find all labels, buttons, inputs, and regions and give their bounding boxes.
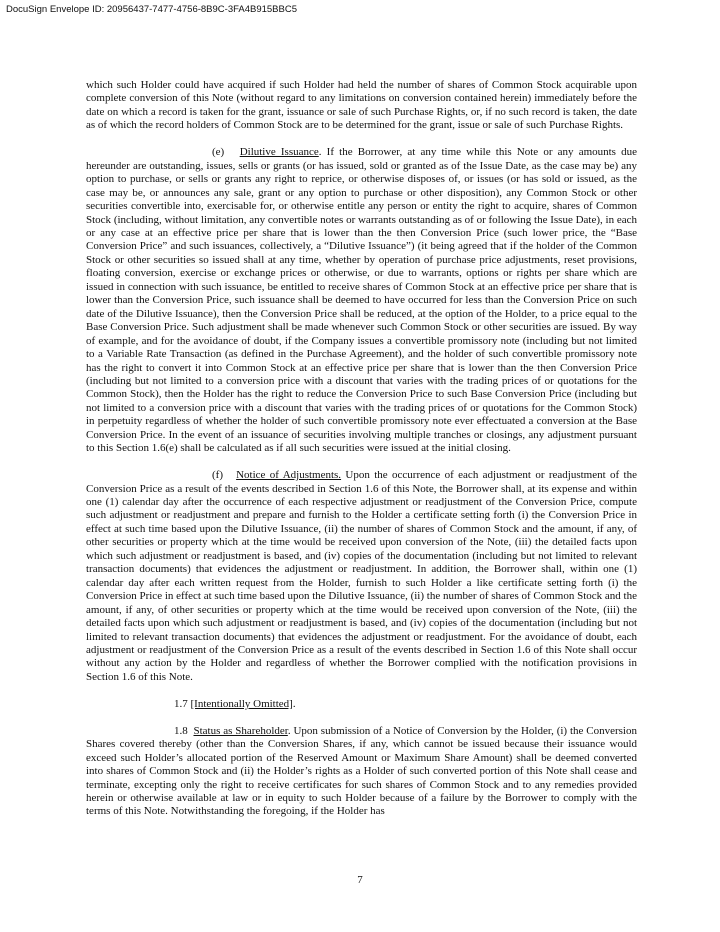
section-label-f: (f) — [212, 469, 223, 482]
section-title-status-as-shareholder: Status as Shareholder — [193, 724, 288, 737]
section-number-1-7: 1.7 — [174, 697, 188, 710]
dilutive-issuance-text: . If the Borrower, at any time while this Note or any amounts due hereunder are outstanding, issues, sells or grants (or has issued, sold or granted as of the Issue Date, as the case may be) any option to purchase, or sells or grants any right to reprice, or otherwise disposes of, or issues (or has sold or issued, as the case may be, or announces any sale, grant or any option to purchase or other disposition), any Common Stock or other securities convertible into, exercisable for, or otherwise entitle any person or entity the right to acquire, shares of Common Stock (including, without limitation, any convertible notes or warrants outstanding as of or following the Issue Date), in each or any case at an effective price per share that is lower than the then Conversion Price (such lower price, the “Base Conversion Price” and such issuances, collectively, a “Dilutive Issuance”) (it being agreed that if the holder of the Common Stock or other securities so issued shall at any time, whether by operation of purchase price adjustments, reset provisions, floating conversion, exercise or exchange prices or otherwise, or due to warrants, options or rights per share which are issued in connection with such issuance, be entitled to receive shares of Common Stock at an effective price per share that is lower than the Conversion Price, such issuance shall be deemed to have occurred for less than the Conversion Price on such date of the Dilutive Issuance), then the Conversion Price shall be reduced, at the option of the Holder, to a price equal to the Base Conversion Price. Such adjustment shall be made whenever such Common Stock or other securities are issued. By way of example, and for the avoidance of doubt, if the Company issues a convertible promissory note (including but not limited to a Variable Rate Transaction (as defined in the Purchase Agreement), and the holder of such convertible promissory note has the right to convert it into Common Stock at an effective price per share that is lower than the then Conversion Price (including but not limited to a conversion price with a discount that varies with the trading prices of or quotations for the Common Stock), then the Holder has the right to reduce the Conversion Price to such Base Conversion Price (including but not limited to a conversion price with a discount that varies with the trading prices of or quotations for the Common Stock) in perpetuity regardless of whether the holder of such convertible promissory note ever effectuated a conversion at the Base Conversion Price. In the event of an issuance of securities involving multiple tranches or closings, any adjustment pursuant to this Section 1.6(e) shall be calculated as if all such securities were issued at the initial closing. — [86, 146, 638, 455]
section-number-1-8: 1.8 — [174, 724, 188, 737]
page-number: 7 — [357, 874, 363, 886]
document-body — [86, 79, 637, 832]
paragraph-notice-of-adjustments — [86, 469, 637, 684]
section-title-intentionally-omitted: [Intentionally Omitted] — [190, 697, 293, 710]
section-title-dilutive-issuance: Dilutive Issuance — [239, 146, 319, 159]
notice-of-adjustments-text: Upon the occurrence of each adjustment or readjustment of the Conversion Price as a result of the events described in Section 1.6 of this Note, the Borrower shall, at its expense and within one (1) calendar day after the occurrence of each respective adjustment or readjustment of the Conversion Price, compute such adjustment or readjustment and prepare and furnish to the Holder a certificate setting forth (i) the Conversion Price in effect at such time based upon the Dilutive Issuance, (ii) the number of shares of Common Stock and the amount, if any, of other securities or property which at the time would be received upon conversion of the Note, (iii) the detailed facts upon which such adjustment or readjustment is based, and (iv) copies of the documentation (including but not limited to relevant transaction documents) that evidences the adjustment or readjustment. In addition, the Borrower shall, within one (1) calendar day after each written request from the Holder, furnish to such Holder a like certificate setting forth (i) the Conversion Price in effect at such time based upon the Dilutive Issuance, (ii) the number of shares of Common Stock and the amount, if any, of other securities or property which at the time would be received upon conversion of the Note, (iii) the detailed facts upon which such adjustment or readjustment is based, and (iv) copies of the documentation (including but not limited to relevant transaction documents) that evidences the adjustment or readjustment. For the avoidance of doubt, each adjustment or readjustment of the Conversion Price as a result of the events described in Section 1.6 of this Note shall occur without any action by the Holder and regardless of whether the Borrower complied with the notification provisions in Section 1.6 of this Note. — [86, 469, 637, 683]
section-label-e: (e) — [212, 146, 225, 159]
status-as-shareholder-text: . Upon submission of a Notice of Conversion by the Holder, (i) the Conversion Shares covered thereby (other than the Conversion Shares, if any, which cannot be issued because their issuance would exceed such Holder’s allocated portion of the Reserved Amount or Maximum Share Amount) shall be deemed converted into shares of Common Stock and (ii) the Holder’s rights as a Holder of such converted portion of this Note shall cease and terminate, excepting only the right to receive certificates for such shares of Common Stock and to any remedies provided herein or otherwise available at law or in equity to such Holder because of a failure by the Borrower to comply with the terms of this Note. Notwithstanding the foregoing, if the Holder has — [86, 724, 637, 818]
paragraph-section-1-8 — [86, 725, 637, 819]
section-title-notice-of-adjustments: Notice of Adjustments. — [236, 469, 342, 482]
section-1-7-end: . — [292, 697, 296, 710]
paragraph-section-1-7 — [86, 698, 637, 711]
docusign-envelope-id: DocuSign Envelope ID: 20956437-7477-4756-8B9C-3FA4B915BBC5 — [6, 4, 298, 15]
paragraph-dilutive-issuance — [86, 146, 637, 455]
paragraph-purchase-rights-continuation: which such Holder could have acquired if such Holder had held the number of shares of Common Stock acquirable upon complete conversion of this Note (without regard to any limitations on conversion contained herein) immediately before the date on which a record is taken for the grant, issuance or sale of such Purchase Rights, or, if no such record is taken, the date as of which the record holders of Common Stock are to be determined for the grant, issue or sale of such Purchase Rights. — [86, 79, 637, 132]
